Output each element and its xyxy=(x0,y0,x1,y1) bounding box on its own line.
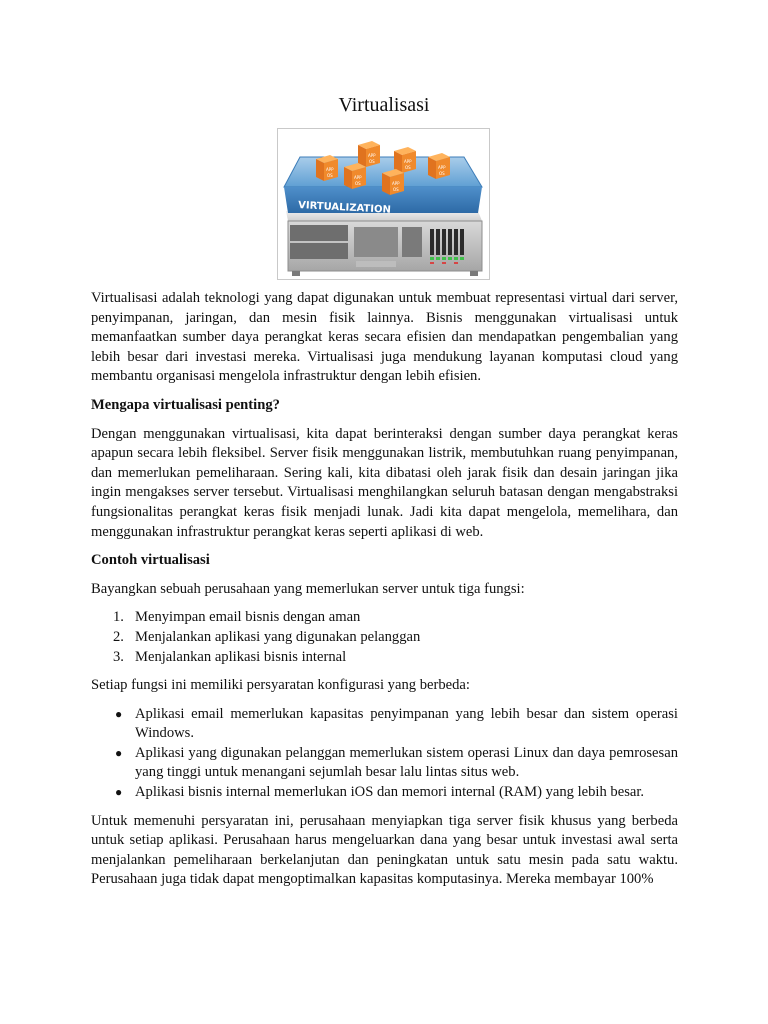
svg-text:OS: OS xyxy=(405,165,411,170)
vm-box xyxy=(428,153,450,179)
server-chassis xyxy=(286,211,482,276)
svg-text:OS: OS xyxy=(355,181,361,186)
list-item-text: Menjalankan aplikasi bisnis internal xyxy=(135,648,347,665)
closing-paragraph: Untuk memenuhi persyaratan ini, perusahaan menyiapkan tiga server fisik khusus yang berbeda untuk setiap aplikasi. Perusahaan harus mengeluarkan dana yang besar untuk investasi awal serta menjalankan pemeliharaan berkelanjutan dan peningkatan untuk satu mesin pada satu waktu. Perusahaan juga tidak dapat mengoptimalkan kapasitas komputasinya. Mereka membayar 100% xyxy=(91,812,678,888)
bullet-list xyxy=(91,705,678,803)
vm-box xyxy=(394,147,416,173)
svg-text:APP: APP xyxy=(392,181,400,186)
bullet-icon: ● xyxy=(115,745,123,760)
vm-box xyxy=(358,141,380,167)
list-number: 3. xyxy=(113,648,124,665)
list-item xyxy=(91,648,678,668)
list-item xyxy=(91,744,678,783)
svg-text:APP: APP xyxy=(438,165,446,170)
config-intro: Setiap fungsi ini memiliki persyaratan konfigurasi yang berbeda: xyxy=(91,677,470,694)
section-heading-why: Mengapa virtualisasi penting? xyxy=(91,396,280,413)
list-item xyxy=(91,783,678,803)
section-heading-example: Contoh virtualisasi xyxy=(91,552,210,569)
vm-box xyxy=(316,155,338,181)
list-item xyxy=(91,705,678,744)
list-number: 1. xyxy=(113,609,124,626)
page-title: Virtualisasi xyxy=(338,94,430,116)
intro-paragraph: Virtualisasi adalah teknologi yang dapat digunakan untuk membuat representasi virtual dari server, penyimpanan, jaringan, dan mesin fisik lainnya. Bisnis menggunakan virtualisasi untuk memanfaatkan sumber daya perangkat keras secara efisien dan mendapatkan pengembalian yang lebih besar dari investasi mereka. Virtualisasi juga mendukung layanan komputasi cloud yang membantu organisasi mengelola infrastruktur dengan lebih efisien. xyxy=(91,290,678,385)
list-item xyxy=(91,608,678,628)
document-body xyxy=(91,289,678,890)
bullet-icon: ● xyxy=(115,706,123,721)
numbered-list xyxy=(91,608,678,667)
svg-text:APP: APP xyxy=(326,167,334,172)
list-item xyxy=(91,628,678,648)
why-paragraph: Dengan menggunakan virtualisasi, kita dapat berinteraksi dengan sumber daya perangkat keras apapun secara lebih fleksibel. Server fisik menggunakan listrik, membutuhkan ruang penyimpanan, dan memerlukan pemeliharaan. Sering kali, kita dibatasi oleh jarak fisik dan desain jaringan jika ingin mengakses server tersebut. Virtualisasi menghilangkan seluruh batasan dengan mengabstraksi fungsionalitas perangkat keras fisik menjadi lunak. Jadi kita dapat mengelola, memelihara, dan menggunakan infrastruktur perangkat keras seperti aplikasi di web. xyxy=(91,425,678,540)
list-item-text: Aplikasi bisnis internal memerlukan iOS dan memori internal (RAM) yang lebih besar. xyxy=(135,784,645,801)
list-item-text: Menyimpan email bisnis dengan aman xyxy=(135,609,361,626)
virtualization-banner-text: VIRTUALIZATION xyxy=(297,200,392,216)
vm-box xyxy=(382,169,404,195)
virtualization-figure xyxy=(277,128,490,280)
list-item-text: Aplikasi email memerlukan kapasitas penyimpanan yang lebih besar dan sistem operasi Windows. xyxy=(135,705,678,742)
svg-text:APP: APP xyxy=(368,153,376,158)
svg-text:APP: APP xyxy=(404,159,412,164)
list-item-text: Aplikasi yang digunakan pelanggan memerlukan sistem operasi Linux dan daya pemrosesan yang tinggi untuk menangani sejumlah besar lalu lintas situs web. xyxy=(135,744,678,781)
list-item-text: Menjalankan aplikasi yang digunakan pelanggan xyxy=(135,628,421,645)
svg-text:APP: APP xyxy=(354,175,362,180)
svg-text:OS: OS xyxy=(369,159,375,164)
virtualization-server-illustration xyxy=(278,129,489,279)
svg-text:OS: OS xyxy=(327,173,333,178)
example-intro: Bayangkan sebuah perusahaan yang memerlukan server untuk tiga fungsi: xyxy=(91,580,525,597)
vm-box xyxy=(344,163,366,189)
svg-text:OS: OS xyxy=(439,171,445,176)
bullet-icon: ● xyxy=(115,785,123,800)
list-number: 2. xyxy=(113,628,124,645)
svg-text:OS: OS xyxy=(393,187,399,192)
